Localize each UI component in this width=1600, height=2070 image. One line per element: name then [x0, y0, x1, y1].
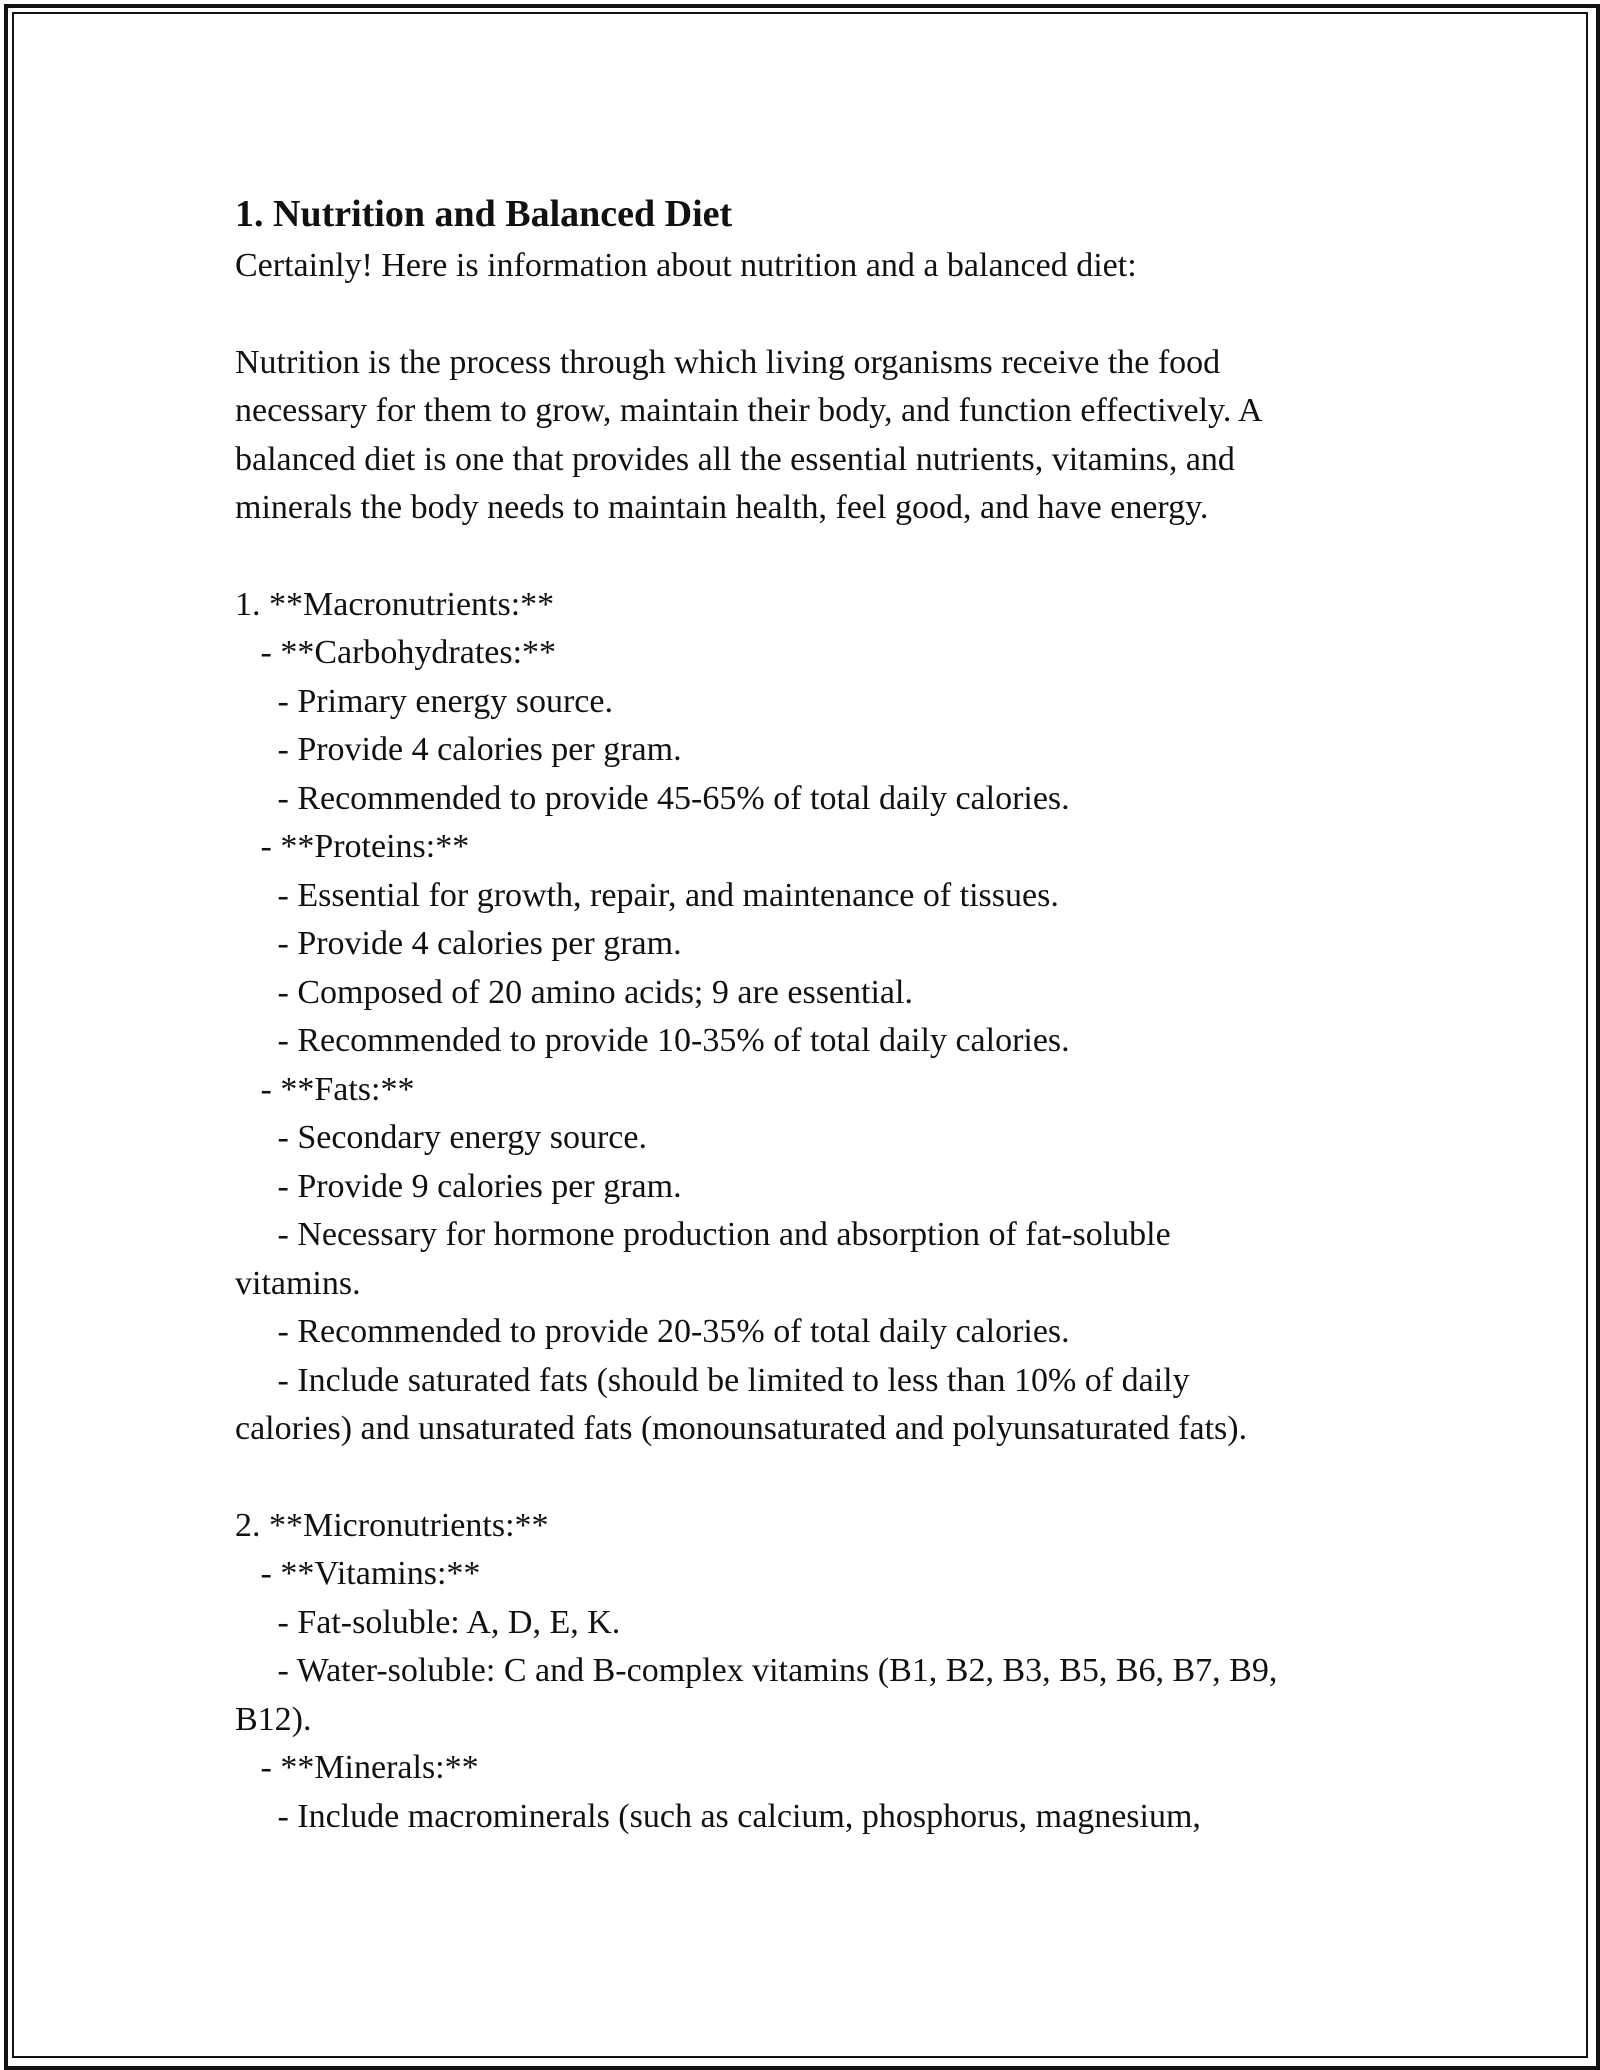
list-item: - Provide 4 calories per gram.: [235, 731, 682, 768]
list-item: - **Vitamins:**: [235, 1555, 481, 1592]
list-item: - **Proteins:**: [235, 828, 470, 865]
list-item: - Include macrominerals (such as calcium, phosphorus, magnesium,: [235, 1797, 1201, 1835]
nutrition-paragraph: [235, 339, 1375, 533]
list-item: - **Minerals:**: [235, 1749, 479, 1786]
macronutrients-section: [235, 581, 1375, 1454]
list-item: - Primary energy source.: [235, 682, 613, 720]
document-body: [235, 186, 1375, 1841]
list-item: calories) and unsaturated fats (monounsaturated and polyunsaturated fats).: [235, 1410, 1248, 1447]
list-item: - Provide 4 calories per gram.: [235, 925, 682, 962]
list-item: - Recommended to provide 20-35% of total daily calories.: [235, 1313, 1070, 1350]
paragraph-line: balanced diet is one that provides all the essential nutrients, vitamins, and: [235, 440, 1235, 478]
paragraph-line: Nutrition is the process through which living organisms receive the food: [235, 343, 1221, 381]
list-item: - **Fats:**: [235, 1070, 415, 1108]
section-heading: 2. **Micronutrients:**: [235, 1506, 549, 1544]
list-item: - **Carbohydrates:**: [235, 634, 557, 671]
list-item: - Recommended to provide 10-35% of total daily calories.: [235, 1022, 1070, 1059]
list-item: vitamins.: [235, 1264, 361, 1302]
paragraph-line: necessary for them to grow, maintain their body, and function effectively. A: [235, 392, 1263, 429]
list-item: B12).: [235, 1700, 312, 1738]
intro-text: Certainly! Here is information about nutrition and a balanced diet:: [235, 247, 1137, 284]
list-item: - Include saturated fats (should be limited to less than 10% of daily: [235, 1361, 1190, 1399]
section-heading: 1. **Macronutrients:**: [235, 585, 555, 623]
list-item: - Water-soluble: C and B-complex vitamins (B1, B2, B3, B5, B6, B7, B9,: [235, 1652, 1278, 1689]
document-title: 1. Nutrition and Balanced Diet: [235, 193, 733, 235]
paragraph-line: minerals the body needs to maintain health, feel good, and have energy.: [235, 489, 1209, 526]
list-item: - Fat-soluble: A, D, E, K.: [235, 1603, 621, 1641]
list-item: - Recommended to provide 45-65% of total daily calories.: [235, 779, 1070, 817]
micronutrients-section: [235, 1502, 1375, 1842]
list-item: - Essential for growth, repair, and maintenance of tissues.: [235, 876, 1059, 914]
list-item: - Necessary for hormone production and absorption of fat-soluble: [235, 1216, 1171, 1253]
list-item: - Composed of 20 amino acids; 9 are essential.: [235, 973, 913, 1011]
list-item: - Secondary energy source.: [235, 1119, 647, 1156]
list-item: - Provide 9 calories per gram.: [235, 1167, 682, 1205]
